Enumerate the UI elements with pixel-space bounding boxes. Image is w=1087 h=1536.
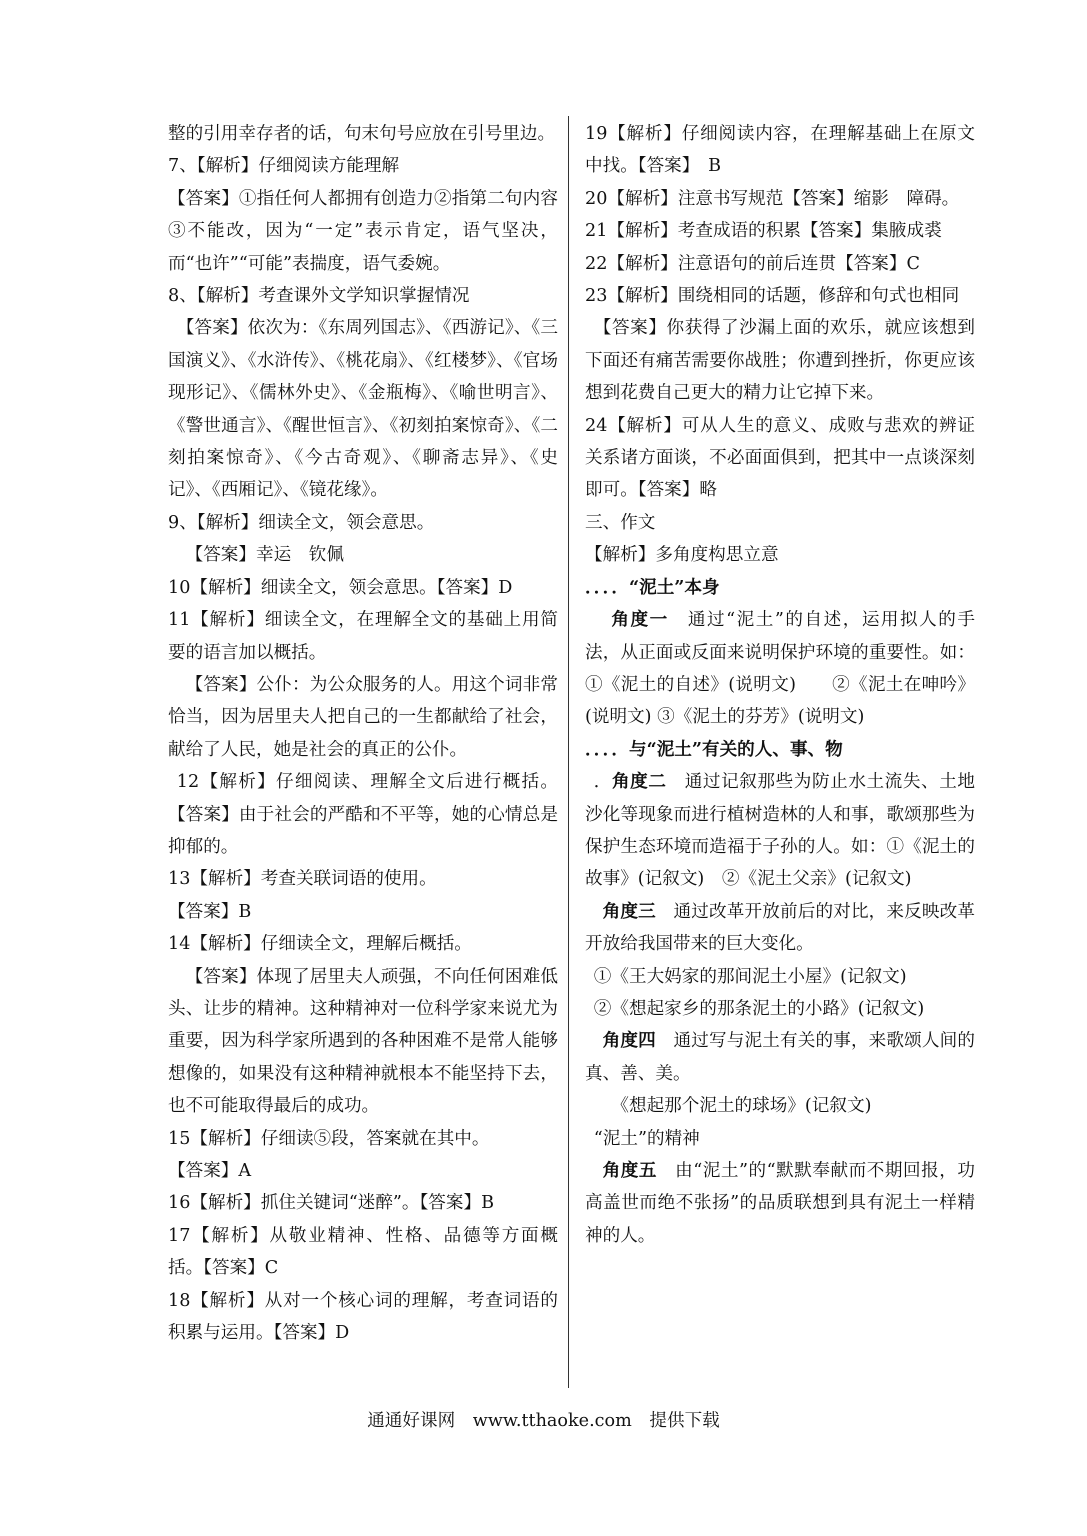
paragraph: 【答案】公仆：为公众服务的人。用这个词非常恰当，因为居里夫人把自己的一生都献给了社会，献给了人民，她是社会的真正的公仆。 [168, 674, 558, 760]
paragraph: 19【解析】仔细阅读内容，在理解基础上在原文中找。【答案】 B [585, 124, 975, 177]
paragraph: 13【解析】考查关联词语的使用。 [168, 869, 437, 890]
paragraph: 8、【解析】考查课外文学知识掌握情况 [168, 286, 470, 307]
paragraph: 【答案】①指任何人都拥有创造力②指第二句内容③不能改，因为“一定”表示肯定，语气坚决，而“也许”“可能”表揣度，语气委婉。 [168, 188, 558, 274]
paragraph: 23【解析】围绕相同的话题，修辞和句式也相同 [585, 286, 960, 307]
paragraph: 10【解析】细读全文，领会意思。【答案】D [168, 577, 513, 598]
paragraph: 24【解析】可从人生的意义、成败与悲欢的辨证关系诸方面谈，不必面面俱到，把其中一点谈深刻即可。【答案】略 [585, 415, 975, 501]
paragraph: 9、【解析】细读全文，领会意思。 [168, 512, 435, 533]
page-footer: 通通好课网 www.tthaoke.com 提供下载 [367, 1411, 720, 1431]
paragraph: 17【解析】从敬业精神、性格、品德等方面概括。【答案】C [168, 1225, 558, 1279]
paragraph: 【答案】体现了居里夫人顽强，不向任何困难低头、让步的精神。这种精神对一位科学家来说尤为重要，因为科学家所遇到的各种困难不是常人能够想像的，如果没有这种精神就根本不能坚持下去，也不可能取得最后的成功。 [168, 966, 558, 1117]
paragraph: 【答案】幸运 钦佩 [185, 545, 344, 566]
paragraph: 【解析】多角度构思立意 [585, 545, 779, 566]
paragraph: 【答案】B [168, 901, 252, 922]
paragraph: 14【解析】仔细读全文，理解后概括。 [168, 934, 472, 955]
paragraph: 角度一 通过“泥土”的自述，运用拟人的手法，从正面或反面来说明保护环境的重要性。如：①《泥土的自述》(说明文) ②《泥土在呻吟》(说明文) ③《泥土的芬芳》(说明文) [585, 609, 975, 728]
paragraph: 角度五 由“泥土”的“默默奉献而不期回报，功高盖世而绝不张扬”的品质联想到具有泥土一样精神的人。 [585, 1160, 975, 1246]
paragraph: 21【解析】考查成语的积累【答案】集腋成裘 [585, 221, 942, 242]
paragraph: 角度四 通过写与泥土有关的事，来歌颂人间的真、善、美。 [585, 1030, 975, 1084]
left-column [168, 118, 558, 1349]
list-item: ①《王大妈家的那间泥土小屋》(记叙文) [593, 966, 907, 987]
paragraph: 【答案】A [168, 1161, 252, 1181]
subheading: ．．．．“泥土”本身 [585, 576, 720, 598]
paragraph: ．角度二 通过记叙那些为防止水土流失、土地沙化等现象而进行植树造林的人和事，歌颂那些为保护生态环境而造福于子孙的人。如：①《泥土的故事》(记叙文) ②《泥土父亲》(记叙文) [585, 771, 975, 890]
paragraph: 22【解析】注意语句的前后连贯【答案】C [585, 253, 920, 274]
column-divider [568, 116, 569, 1388]
paragraph: 7、【解析】仔细阅读方能理解 [168, 156, 400, 177]
paragraph: 15【解析】仔细读⑤段，答案就在其中。 [168, 1128, 490, 1149]
paragraph: 12【解析】仔细阅读、理解全文后进行概括。【答案】由于社会的严酷和不平等，她的心情总是抑郁的。 [168, 772, 558, 857]
angle-label: 角度五 [602, 1160, 657, 1181]
list-item: 《想起那个泥土的球场》(记叙文) [611, 1096, 872, 1117]
paragraph: 16【解析】抓住关键词“迷醉”。【答案】B [168, 1193, 495, 1214]
list-item: ②《想起家乡的那条泥土的小路》(记叙文) [593, 998, 925, 1019]
paragraph: 整的引用幸存者的话，句末句号应放在引号里边。 [168, 124, 556, 144]
angle-label: 角度三 [602, 900, 656, 922]
section-heading: 三、作文 [585, 512, 656, 533]
paragraph: 【答案】你获得了沙漏上面的欢乐，就应该想到下面还有痛苦需要你战胜；你遭到挫折，你更应该想到花费自己更大的精力让它掉下来。 [585, 318, 975, 404]
paragraph: 11【解析】细读全文，在理解全文的基础上用简要的语言加以概括。 [168, 610, 558, 663]
paragraph: 角度三 通过改革开放前后的对比，来反映改革开放给我国带来的巨大变化。 [585, 900, 975, 955]
paragraph: 【答案】依次为：《东周列国志》、《西游记》、《三国演义》、《水浒传》、《桃花扇》、《红楼梦》、《官场现形记》、《儒林外史》、《金瓶梅》、《喻世明言》、《警世通言》、《醒世恒言》、《初刻拍案惊奇》、《二刻拍案惊奇》、《今古奇观》、《聊斋志异》、《史记》、《西厢记》、《镜花缘》。 [168, 318, 558, 501]
subheading: “泥土”的精神 [593, 1128, 700, 1149]
angle-label: 角度四 [602, 1030, 656, 1052]
subheading: ．．．．与“泥土”有关的人、事、物 [585, 738, 843, 760]
angle-label: 角度二 [611, 771, 667, 793]
paragraph: 18【解析】从对一个核心词的理解，考查词语的积累与运用。【答案】D [168, 1290, 558, 1344]
right-column [585, 118, 975, 1252]
paragraph: 20【解析】注意书写规范【答案】缩影 障碍。 [585, 188, 960, 209]
angle-label: 角度一 [611, 609, 669, 631]
